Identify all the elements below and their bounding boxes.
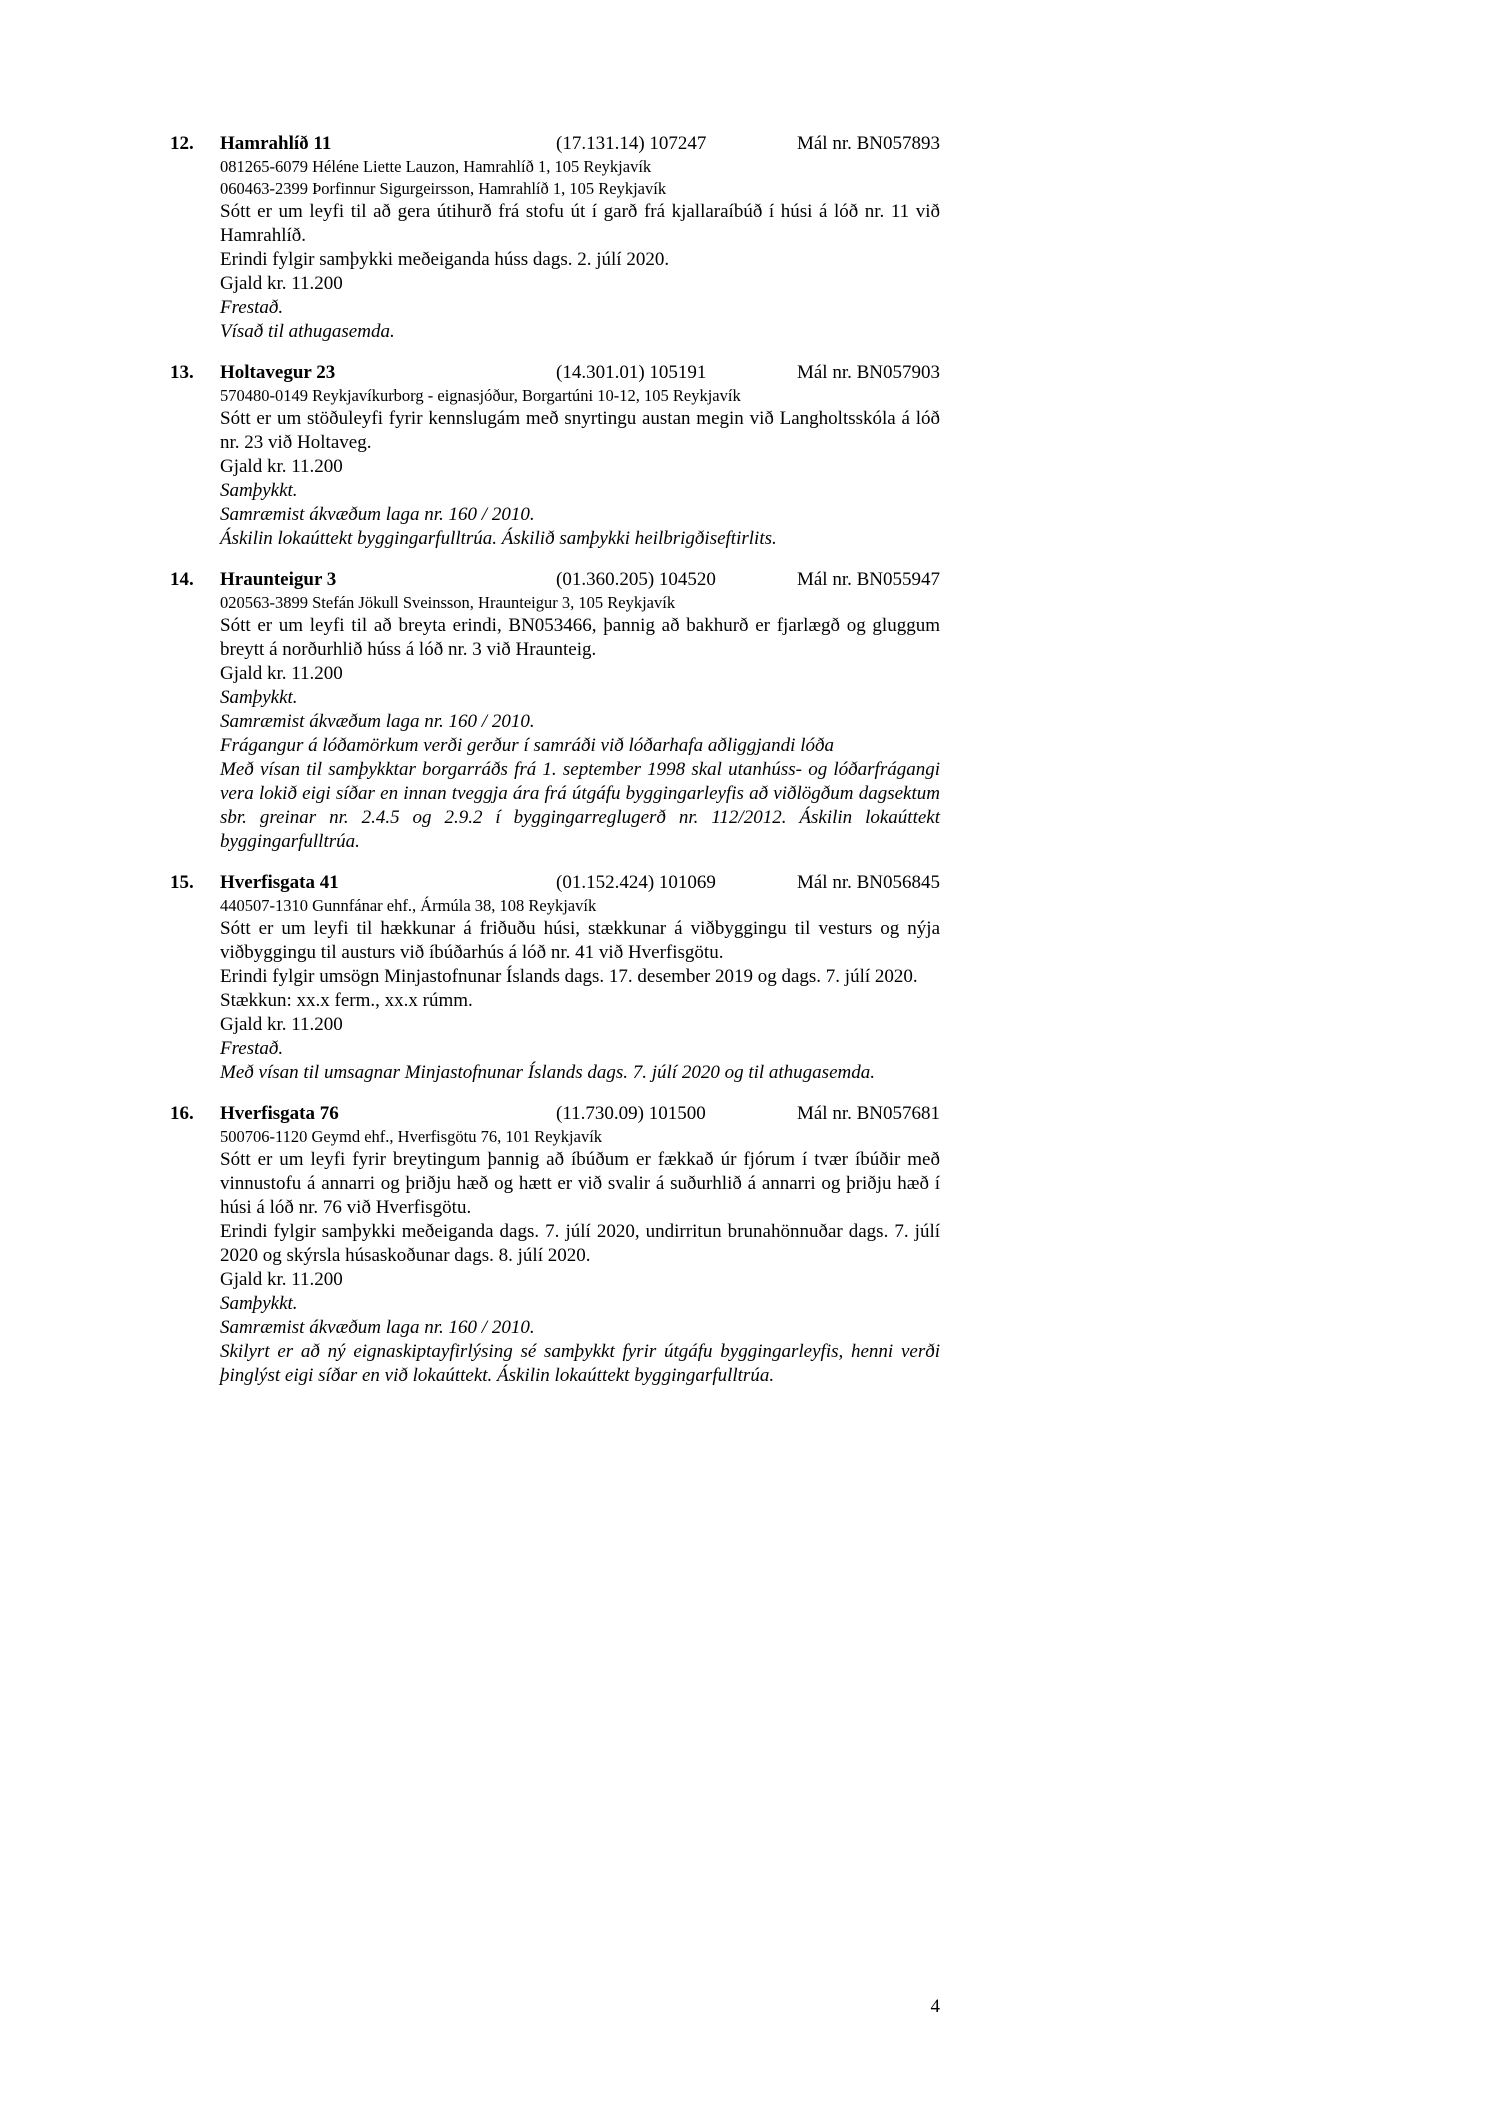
item-heading	[170, 568, 940, 592]
agenda-item-14	[170, 568, 940, 854]
item-lot-code: (11.730.09) 101500	[556, 1103, 706, 1124]
party-line: 060463-2399 Þorfinnur Sigurgeirsson, Hamrahlíð 1, 105 Reykjavík	[220, 179, 667, 198]
decision-paragraph: Með vísan til umsagnar Minjastofnunar Íslands dags. 7. júlí 2020 og til athugasemda.	[220, 1062, 875, 1083]
item-case-number: Mál nr. BN055947	[796, 569, 940, 590]
item-heading-right	[556, 871, 940, 895]
item-heading-right	[556, 361, 940, 385]
decision-paragraph: Frágangur á lóðamörkum verði gerður í samráði við lóðarhafa aðliggjandi lóða	[220, 735, 834, 756]
item-heading	[170, 132, 940, 156]
item-title: Holtavegur 23	[220, 362, 336, 383]
decision-paragraph: Með vísan til samþykktar borgarráðs frá 1. september 1998 skal utanhúss- og lóðarfrágangi vera lokið eigi síðar en innan tveggja ára frá útgáfu byggingarleyfis að viðlögðum dagsektum sbr. greinar nr. 2.4.5 og 2.9.2 í byggingarreglugerð nr. 112/2012. Áskilin lokaúttekt byggingarfulltrúa.	[220, 759, 940, 852]
body-paragraph: Erindi fylgir umsögn Minjastofnunar Íslands dags. 17. desember 2019 og dags. 7. júlí 2020.	[220, 966, 918, 987]
body-paragraph: Gjald kr. 11.200	[220, 1014, 343, 1035]
agenda-item-16	[170, 1102, 940, 1388]
item-case-number: Mál nr. BN057903	[796, 362, 940, 383]
item-content	[220, 385, 940, 551]
item-number: 13.	[170, 362, 194, 383]
agenda-items-list	[170, 132, 940, 1405]
page-number: 4	[930, 1996, 940, 2017]
decision-paragraph: Samræmist ákvæðum laga nr. 160 / 2010.	[220, 504, 535, 525]
party-line: 440507-1310 Gunnfánar ehf., Ármúla 38, 108 Reykjavík	[220, 896, 597, 915]
item-content	[220, 895, 940, 1085]
item-heading-right	[556, 568, 940, 592]
item-title: Hverfisgata 41	[220, 872, 339, 893]
item-heading-right	[556, 132, 940, 156]
item-number: 14.	[170, 569, 194, 590]
item-content	[220, 1126, 940, 1388]
body-paragraph: Gjald kr. 11.200	[220, 273, 343, 294]
body-paragraph: Sótt er um stöðuleyfi fyrir kennslugám með snyrtingu austan megin við Langholtsskóla á lóð nr. 23 við Holtaveg.	[220, 408, 940, 453]
body-paragraph: Sótt er um leyfi fyrir breytingum þannig að íbúðum er fækkað úr fjórum í tvær íbúðir með vinnustofu á annarri og þriðju hæð og hætt er við svalir á suðurhlið á annarri og þriðju hæð í húsi á lóð nr. 76 við Hverfisgötu.	[220, 1149, 940, 1218]
agenda-item-13	[170, 361, 940, 551]
decision-paragraph: Skilyrt er að ný eignaskiptayfirlýsing sé samþykkt fyrir útgáfu byggingarleyfis, henni verði þinglýst eigi síðar en við lokaúttekt. Áskilin lokaúttekt byggingarfulltrúa.	[220, 1341, 940, 1386]
item-title: Hamrahlíð 11	[220, 133, 332, 154]
body-paragraph: Gjald kr. 11.200	[220, 456, 343, 477]
body-paragraph: Sótt er um leyfi til að gera útihurð frá stofu út í garð frá kjallaraíbúð í húsi á lóð nr. 11 við Hamrahlíð.	[220, 201, 940, 246]
agenda-item-15	[170, 871, 940, 1085]
item-case-number: Mál nr. BN057681	[796, 1103, 940, 1124]
decision-paragraph: Samræmist ákvæðum laga nr. 160 / 2010.	[220, 711, 535, 732]
decision-paragraph: Samþykkt.	[220, 687, 298, 708]
decision-paragraph: Frestað.	[220, 297, 284, 318]
item-number: 16.	[170, 1103, 194, 1124]
item-lot-code: (01.152.424) 101069	[556, 872, 716, 893]
body-paragraph: Gjald kr. 11.200	[220, 1269, 343, 1290]
body-paragraph: Stækkun: xx.x ferm., xx.x rúmm.	[220, 990, 473, 1011]
decision-paragraph: Samþykkt.	[220, 480, 298, 501]
body-paragraph: Gjald kr. 11.200	[220, 663, 343, 684]
item-heading	[170, 361, 940, 385]
item-lot-code: (17.131.14) 107247	[556, 133, 707, 154]
decision-paragraph: Samræmist ákvæðum laga nr. 160 / 2010.	[220, 1317, 535, 1338]
item-lot-code: (14.301.01) 105191	[556, 362, 707, 383]
body-paragraph: Sótt er um leyfi til hækkunar á friðuðu húsi, stækkunar á viðbyggingu til vesturs og nýja viðbyggingu til austurs við íbúðarhús á lóð nr. 41 við Hverfisgötu.	[220, 918, 940, 963]
decision-paragraph: Samþykkt.	[220, 1293, 298, 1314]
item-number: 12.	[170, 133, 194, 154]
item-content	[220, 592, 940, 854]
decision-paragraph: Vísað til athugasemda.	[220, 321, 395, 342]
decision-paragraph: Áskilin lokaúttekt byggingarfulltrúa. Áskilið samþykki heilbrigðiseftirlits.	[220, 528, 777, 549]
item-case-number: Mál nr. BN056845	[796, 872, 940, 893]
item-title: Hverfisgata 76	[220, 1103, 339, 1124]
party-line: 081265-6079 Héléne Liette Lauzon, Hamrahlíð 1, 105 Reykjavík	[220, 157, 652, 176]
party-line: 570480-0149 Reykjavíkurborg - eignasjóður, Borgartúni 10-12, 105 Reykjavík	[220, 386, 741, 405]
body-paragraph: Erindi fylgir samþykki meðeiganda húss dags. 2. júlí 2020.	[220, 249, 670, 270]
party-line: 500706-1120 Geymd ehf., Hverfisgötu 76, 101 Reykjavík	[220, 1127, 603, 1146]
item-heading-right	[556, 1102, 940, 1126]
item-heading	[170, 871, 940, 895]
item-title: Hraunteigur 3	[220, 569, 337, 590]
decision-paragraph: Frestað.	[220, 1038, 284, 1059]
item-lot-code: (01.360.205) 104520	[556, 569, 716, 590]
item-case-number: Mál nr. BN057893	[796, 133, 940, 154]
body-paragraph: Sótt er um leyfi til að breyta erindi, BN053466, þannig að bakhurð er fjarlægð og gluggum breytt á norðurhlið húss á lóð nr. 3 við Hraunteig.	[220, 615, 940, 660]
party-line: 020563-3899 Stefán Jökull Sveinsson, Hraunteigur 3, 105 Reykjavík	[220, 593, 676, 612]
agenda-item-12	[170, 132, 940, 344]
item-number: 15.	[170, 872, 194, 893]
item-content	[220, 156, 940, 344]
item-heading	[170, 1102, 940, 1126]
body-paragraph: Erindi fylgir samþykki meðeiganda dags. 7. júlí 2020, undirritun brunahönnuðar dags. 7. júlí 2020 og skýrsla húsaskoðunar dags. 8. júlí 2020.	[220, 1221, 940, 1266]
